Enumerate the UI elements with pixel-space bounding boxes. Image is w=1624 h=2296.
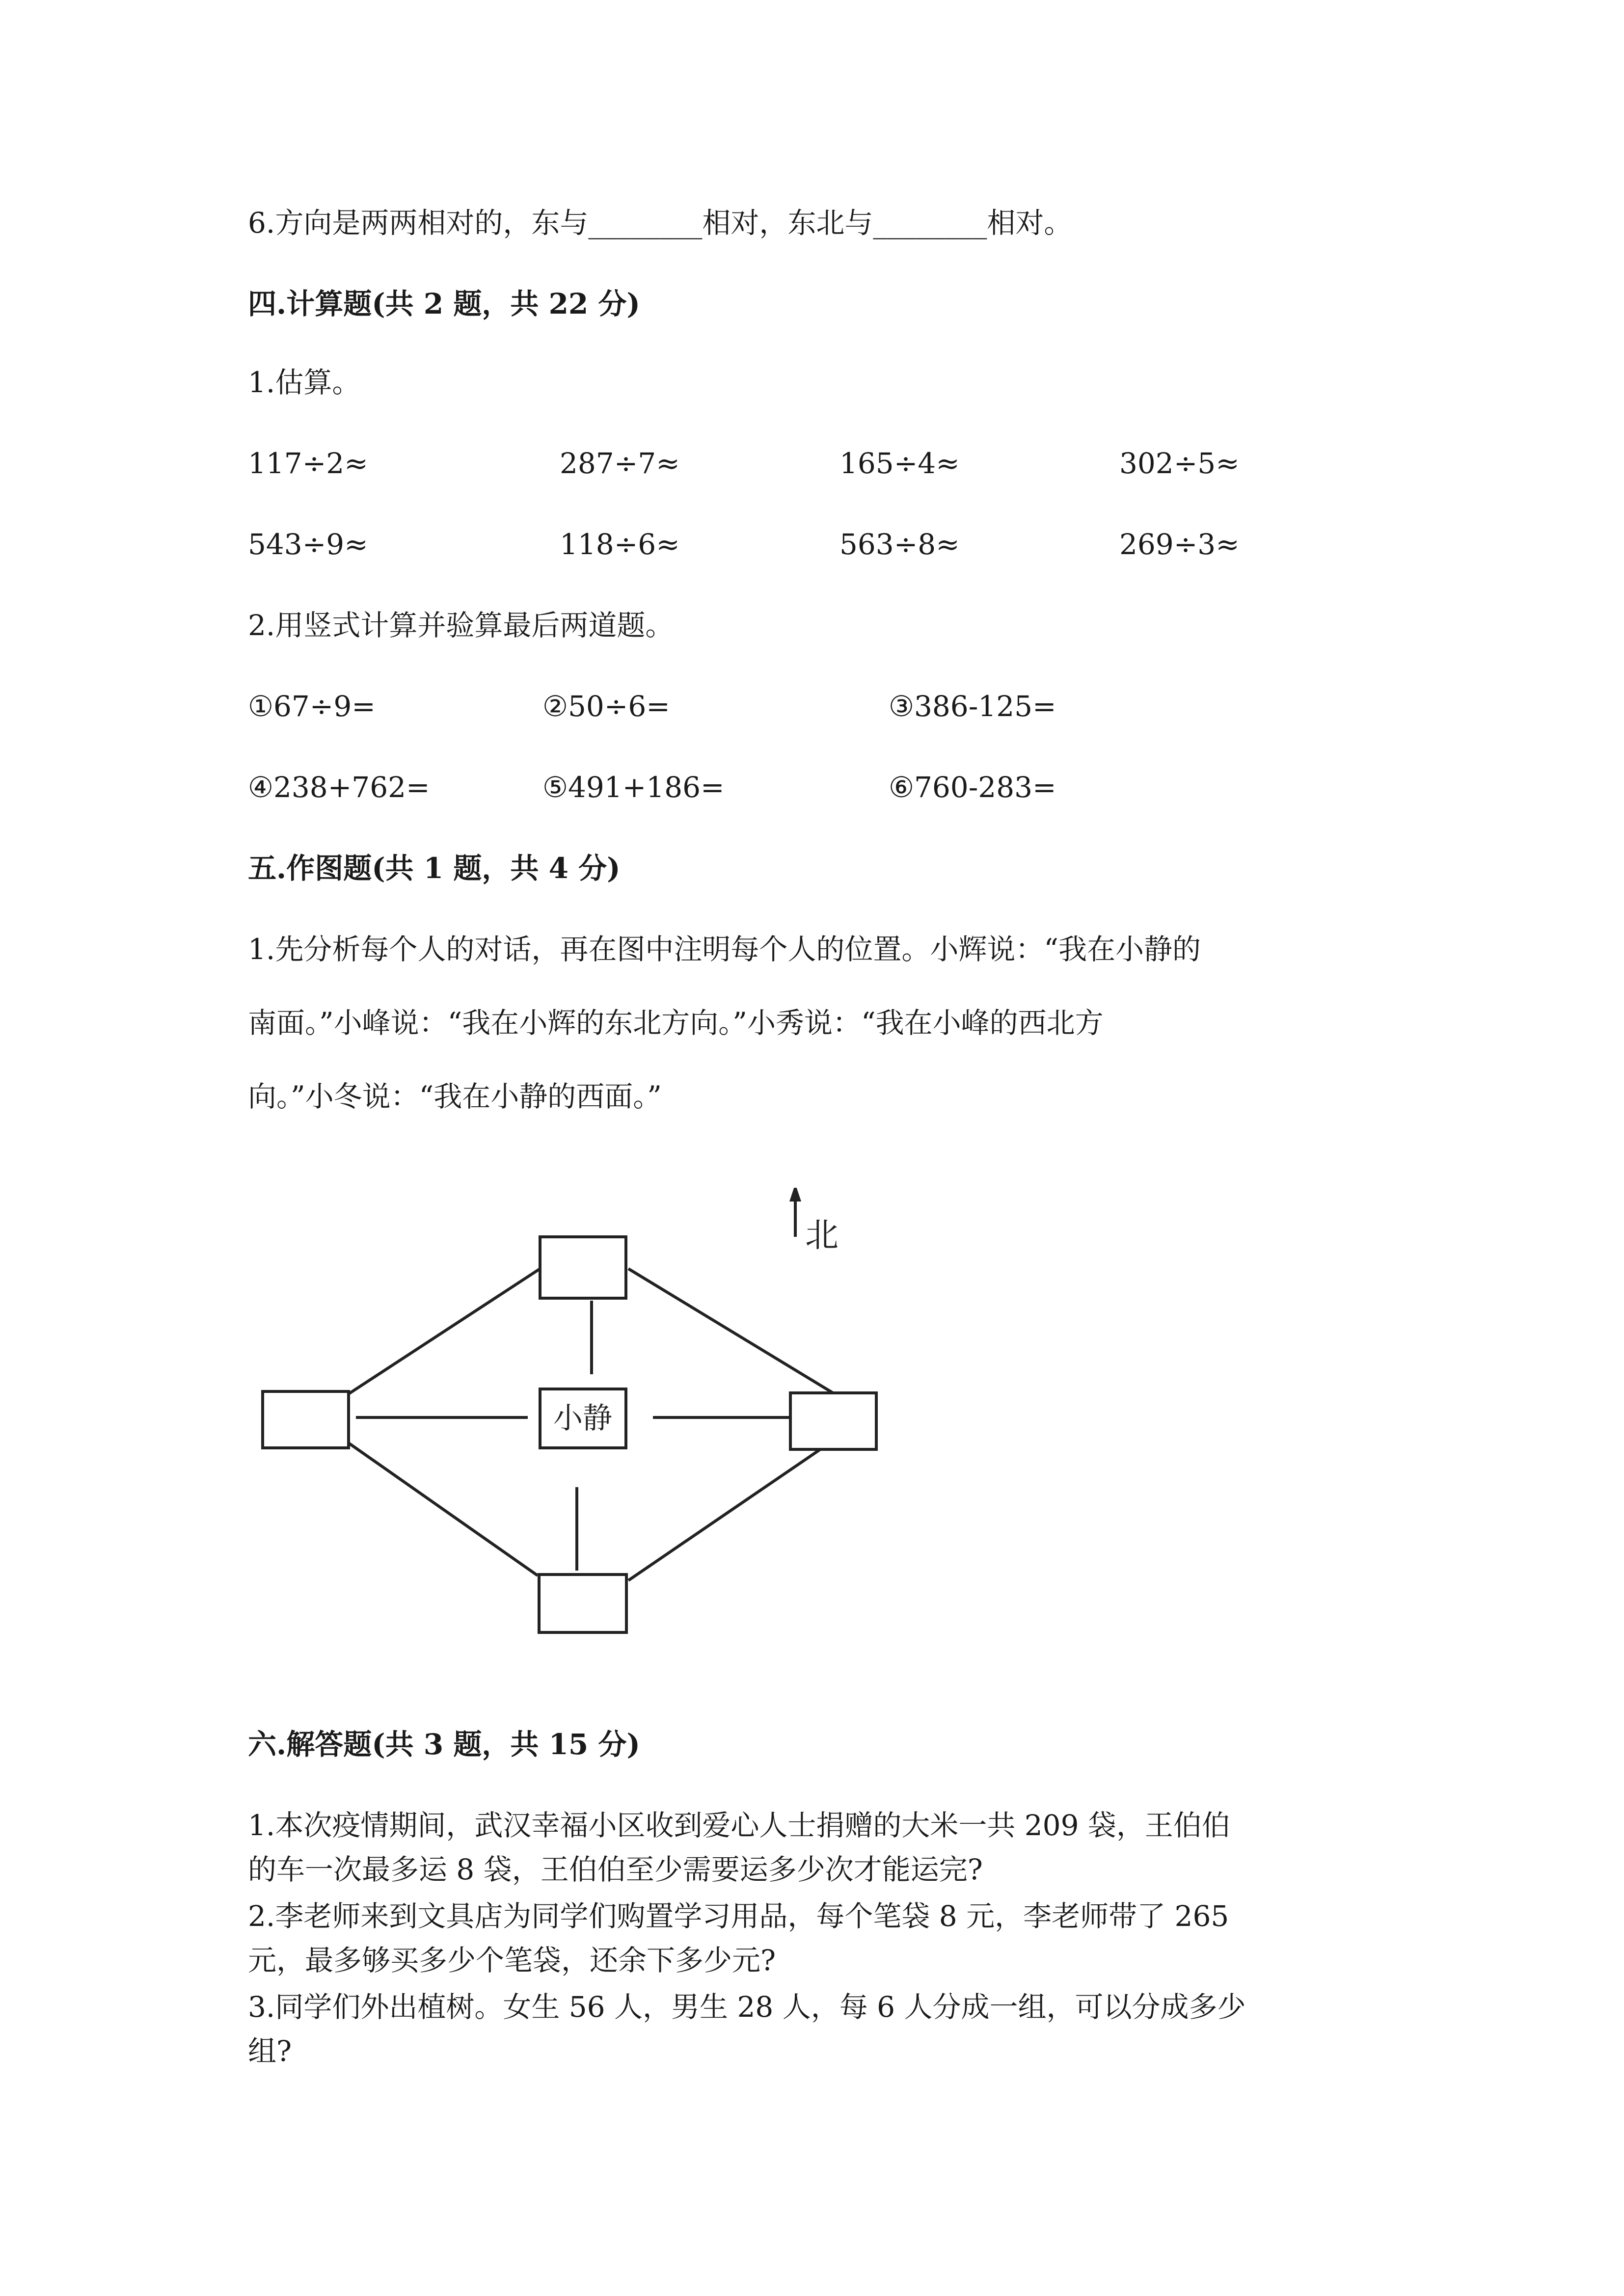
vertical-calc-item: ⑥760-283= [889, 771, 1056, 804]
connector-line [628, 1443, 830, 1580]
section-4-title: 四.计算题(共 2 题，共 22 分) [248, 287, 640, 320]
estimate-question-title: 1.估算。 [248, 366, 361, 399]
vertical-calc-item: ③386-125= [889, 690, 1056, 723]
direction-diagram [255, 1188, 893, 1654]
vertical-calc-item: ⑤491+186= [542, 771, 725, 804]
estimate-item: 165÷4≈ [839, 447, 960, 480]
section-5-title: 五.作图题(共 1 题，共 4 分) [248, 852, 621, 885]
word-problem-line: 的车一次最多运 8 袋，王伯伯至少需要运多少次才能运完? [248, 1853, 983, 1886]
estimate-item: 269÷3≈ [1119, 528, 1240, 561]
section-6-title: 六.解答题(共 3 题，共 15 分) [248, 1728, 640, 1761]
connector-line [349, 1269, 540, 1394]
word-problem-line: 2.李老师来到文具店为同学们购置学习用品，每个笔袋 8 元，李老师带了 265 [248, 1899, 1229, 1933]
center-label: 小静 [553, 1401, 612, 1436]
word-problem-line: 3.同学们外出植树。女生 56 人，男生 28 人，每 6 人分成一组，可以分成多少 [248, 1990, 1246, 2024]
vertical-calc-item: ②50÷6= [542, 690, 670, 723]
estimate-item: 563÷8≈ [839, 528, 960, 561]
word-problem-line: 元，最多够买多少个笔袋，还余下多少元? [248, 1944, 776, 1977]
estimate-item: 287÷7≈ [560, 447, 680, 480]
estimate-item: 543÷9≈ [248, 528, 368, 561]
drawing-question-line: 1.先分析每个人的对话，再在图中注明每个人的位置。小辉说：“我在小静的 [248, 933, 1201, 966]
north-label: 北 [805, 1216, 839, 1255]
word-problem-line: 组? [248, 2034, 292, 2068]
answer-box-east[interactable] [790, 1393, 876, 1449]
answer-box-north[interactable] [540, 1237, 626, 1298]
answer-box-west[interactable] [263, 1391, 349, 1448]
word-problem-line: 1.本次疫情期间，武汉幸福小区收到爱心人士捐赠的大米一共 209 袋，王伯伯 [248, 1809, 1230, 1842]
drawing-question-line: 南面。”小峰说：“我在小辉的东北方向。”小秀说：“我在小峰的西北方 [248, 1006, 1104, 1040]
estimate-item: 302÷5≈ [1119, 447, 1240, 480]
north-arrow-head-icon [789, 1188, 801, 1201]
vertical-calc-title: 2.用竖式计算并验算最后两道题。 [248, 609, 674, 642]
fill-blank-question: 6.方向是两两相对的，东与________相对，东北与________相对。 [248, 206, 1073, 240]
vertical-calc-item: ①67÷9= [248, 690, 376, 723]
vertical-calc-item: ④238+762= [248, 771, 430, 804]
connector-line [628, 1269, 835, 1394]
estimate-item: 118÷6≈ [560, 528, 680, 561]
answer-box-south[interactable] [539, 1575, 626, 1632]
estimate-item: 117÷2≈ [248, 447, 368, 480]
connector-line [349, 1443, 538, 1575]
drawing-question-line: 向。”小冬说：“我在小静的西面。” [248, 1080, 662, 1113]
